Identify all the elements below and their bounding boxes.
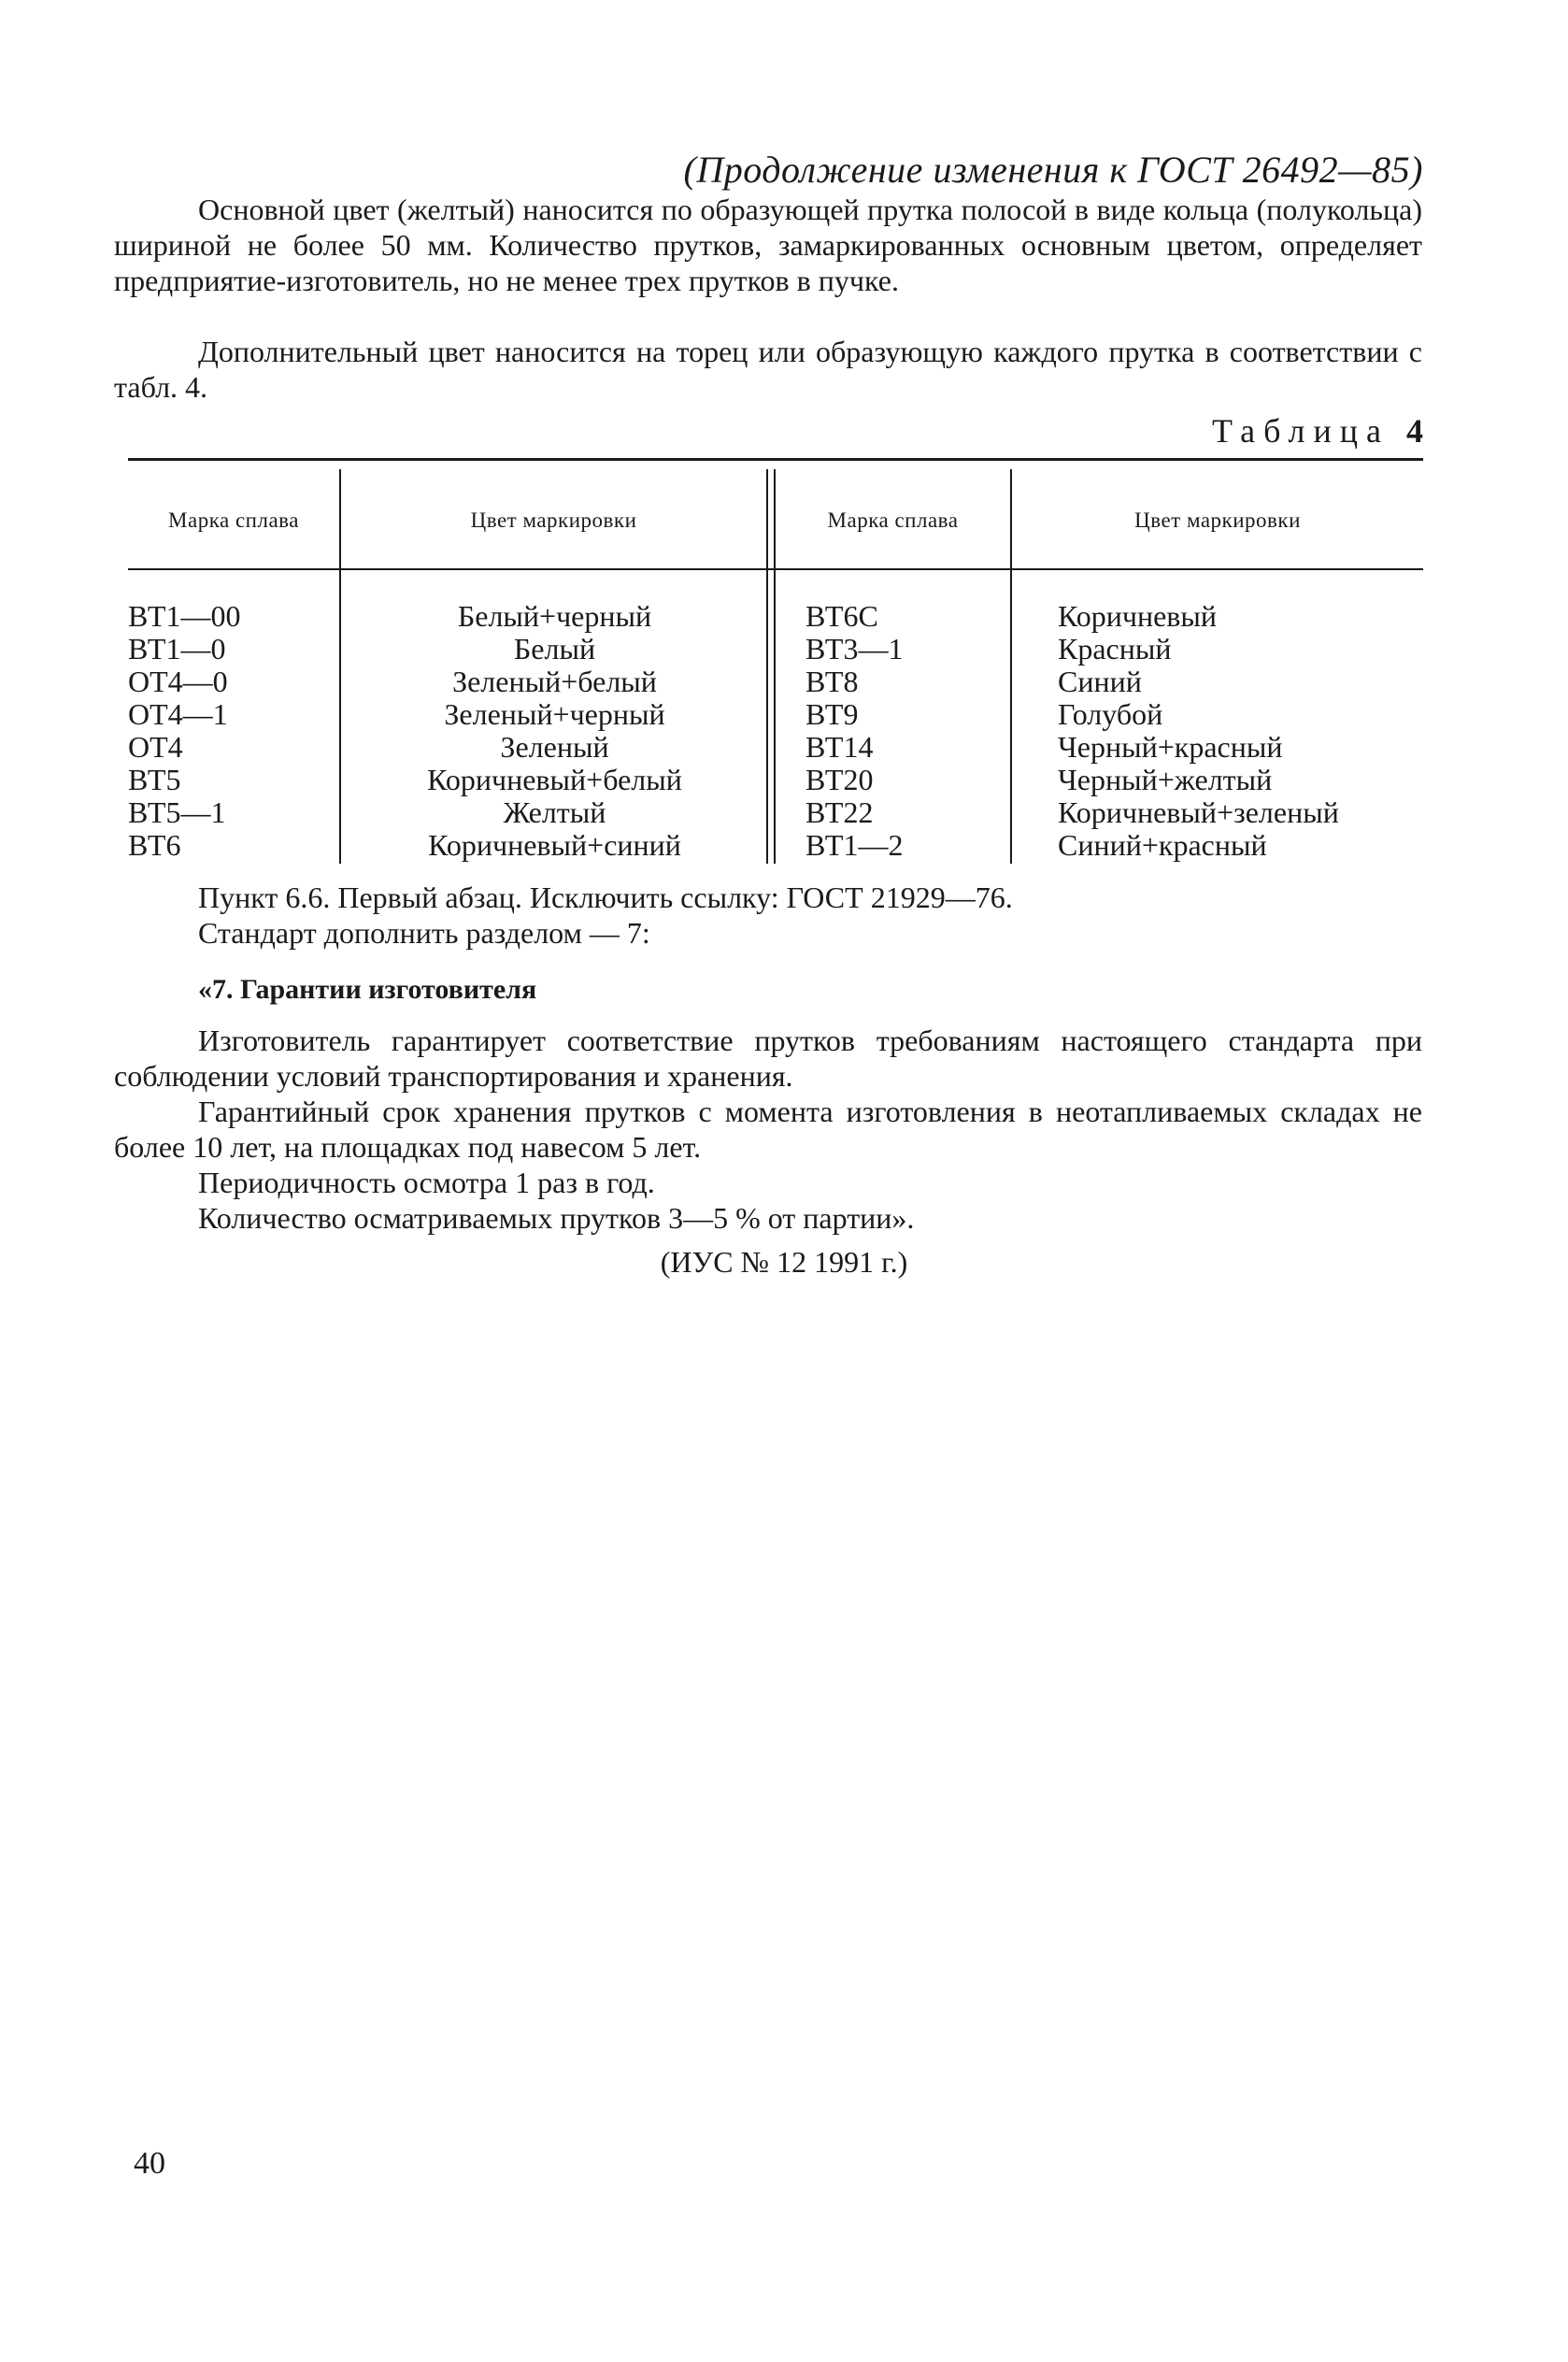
paragraph-guarantee-text: Изготовитель гарантирует соответствие прутков требованиям настоящего стандарта при соблюдении условий транспортирования и хранения. [114,1024,1422,1093]
paragraph-main-color [114,192,1422,298]
header-color-left: Цвет маркировки [470,508,637,532]
paragraph-main-color-text: Основной цвет (желтый) наносится по образующей прутка полосой в виде кольца (полукольца) шириной не более 50 мм. Количество прутков, замаркированных основным цветом, определяет предприятие-изготовитель, но не менее трех прутков в пучке. [114,193,1422,297]
header-grade-right: Марка сплава [827,508,959,532]
header-color-right: Цвет маркировки [1134,508,1301,532]
color-cell: Красный [1058,632,1172,666]
grade-cell: ВТ20 [805,763,874,796]
source-reference: (ИУС № 12 1991 г.) [660,1245,908,1279]
color-cell: Желтый [503,795,606,829]
table-caption-number: 4 [1406,412,1423,450]
paragraph-inspected-quantity [114,1200,1422,1236]
paragraph-add-section-text: Стандарт дополнить разделом — 7: [198,916,650,950]
paragraph-add-section [114,915,1422,951]
grade-cell: ВТ8 [805,665,859,698]
page-number: 40 [134,2146,165,2181]
color-cell: Черный+желтый [1058,763,1273,796]
grade-cell: ВТ5—1 [128,795,226,829]
color-cell: Коричневый+синий [428,828,681,862]
table-caption-word: Таблица [1212,412,1390,450]
table-top-rule [128,458,1423,461]
paragraph-storage-period-text: Гарантийный срок хранения прутков с момента изготовления в неотапливаемых складах не более 10 лет, на площадках под навесом 5 лет. [114,1095,1422,1164]
grade-cell: ВТ9 [805,697,859,731]
grade-cell: ВТ14 [805,730,874,764]
column-grades-right [805,600,903,862]
table-header-rule [128,568,1423,570]
page-header: (Продолжение изменения к ГОСТ 26492—85) [683,149,1423,191]
grade-cell: ВТ1—00 [128,599,241,633]
paragraph-additional-color [114,334,1422,405]
color-cell: Зеленый+белый [452,665,657,698]
grade-cell: ВТ6 [128,828,181,862]
section-title: «7. Гарантии изготовителя [198,974,537,1005]
paragraph-inspected-quantity-text: Количество осматриваемых прутков 3—5 % от партии». [198,1201,915,1235]
color-cell: Коричневый+белый [427,763,682,796]
paragraph-inspection [114,1165,1422,1200]
grade-cell: ВТ3—1 [805,632,904,666]
grade-cell: ОТ4 [128,730,183,764]
marking-table [128,458,1423,875]
color-cell: Белый+черный [457,599,652,633]
grade-cell: ВТ22 [805,795,874,829]
color-cell: Коричневый+зеленый [1058,795,1339,829]
color-cell: Зеленый [500,730,609,764]
paragraph-inspection-text: Периодичность осмотра 1 раз в год. [198,1166,655,1199]
column-colors-left [343,600,766,862]
color-cell: Коричневый [1058,599,1218,633]
paragraph-guarantee [114,1023,1422,1094]
color-cell: Синий+красный [1058,828,1267,862]
paragraph-additional-color-text: Дополнительный цвет наносится на торец или образующую каждого прутка в соответствии с табл. 4. [114,335,1422,404]
color-cell: Синий [1058,665,1142,698]
grade-cell: ВТ1—2 [805,828,904,862]
paragraph-item-6-6 [114,880,1422,915]
color-cell: Черный+красный [1058,730,1283,764]
color-cell: Зеленый+черный [444,697,665,731]
grade-cell: ОТ4—1 [128,697,228,731]
grade-cell: ВТ5 [128,763,181,796]
column-grades-left [128,600,240,862]
table-caption [1212,411,1423,451]
header-grade-left: Марка сплава [168,508,299,532]
paragraph-storage-period [114,1094,1422,1165]
paragraph-item-6-6-text: Пункт 6.6. Первый абзац. Исключить ссылку: ГОСТ 21929—76. [198,880,1013,914]
color-cell: Голубой [1058,697,1163,731]
table-divider-2a [766,469,768,864]
grade-cell: ВТ6С [805,599,878,633]
grade-cell: ОТ4—0 [128,665,228,698]
grade-cell: ВТ1—0 [128,632,226,666]
color-cell: Белый [513,632,596,666]
column-colors-right [1058,600,1339,862]
